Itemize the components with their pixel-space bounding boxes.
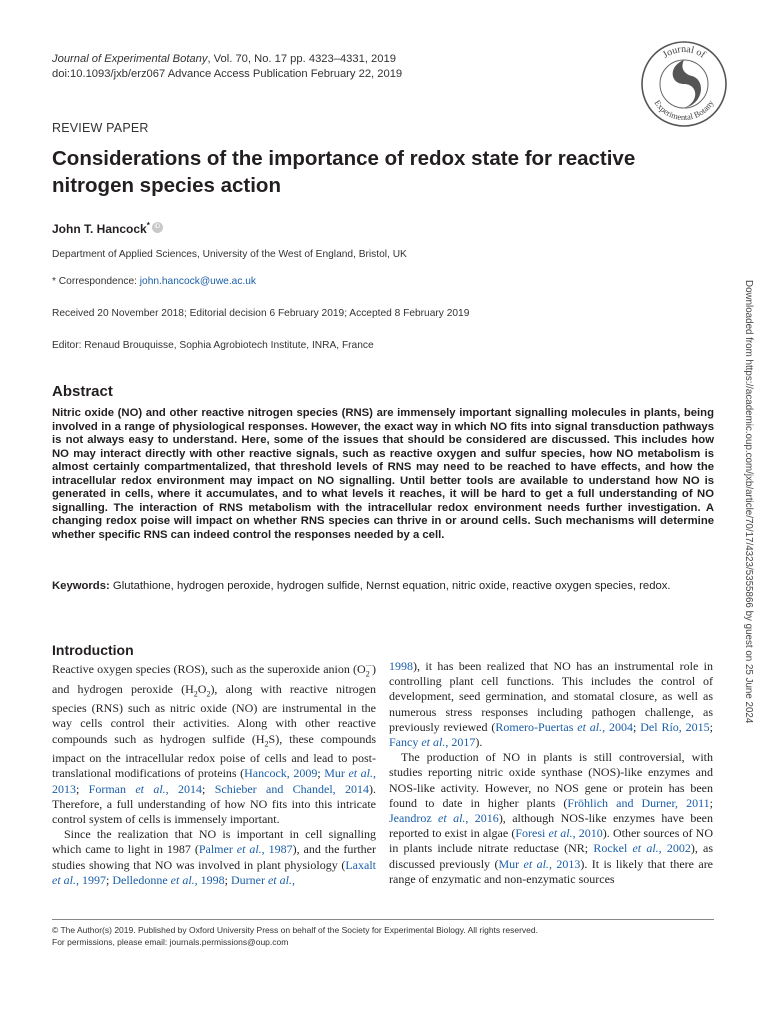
correspondence — [52, 276, 256, 287]
journal-name: Journal of Experimental Botany — [52, 53, 208, 65]
reference-link[interactable]: Fröhlich and Durner, 2011 — [567, 795, 710, 810]
reference-link[interactable]: Forman et al., 2014 — [88, 781, 203, 796]
reference-link[interactable]: Palmer et al., 1987 — [198, 842, 293, 857]
article-dates: Received 20 November 2018; Editorial decision 6 February 2019; Accepted 8 February 2019 — [52, 308, 470, 319]
copyright-footer — [52, 924, 538, 948]
paragraph: 1998), it has been realized that NO has an instrumental role in controlling plant cell functions. This includes the control of development, seed germination, and stomatal closure, as well as numerous stress responses including pathogen challenge, as previously reviewed (Romero-Puertas et al., 2004; Del Río, 2015; Fancy et al., 2017). — [389, 659, 713, 750]
author-name: John T. Hancock — [52, 222, 147, 236]
keywords-list: Glutathione, hydrogen peroxide, hydrogen sulfide, Nernst equation, nitric oxide, reactive oxygen species, redox. — [109, 580, 671, 592]
reference-link[interactable]: Romero-Puertas et al., 2004 — [495, 719, 634, 734]
reference-link[interactable]: Jeandroz et al., 2016 — [389, 811, 499, 826]
paragraph: The production of NO in plants is still controversial, with studies reporting nitric oxide synthase (NOS)-like enzymes and NOS-like activity. However, no NOS gene or protein has been found to date in higher plants (Fröhlich and Durner, 2011; Jeandroz et al., 2016), although NOS-like enzymes have been reported to exist in algae (Foresi et al., 2010). Other sources of NO in plants include nitrate reductase (NR; Rockel et al., 2002), as discussed previously (Mur et al., 2013). It is likely that there are range of enzymatic and non-enzymatic sources — [389, 750, 714, 886]
doi-line: doi:10.1093/jxb/erz067 Advance Access Publication February 22, 2019 — [52, 68, 403, 80]
reference-link[interactable]: Schieber and Chandel, 2014 — [214, 781, 369, 796]
download-sidebar — [742, 280, 756, 740]
correspondence-label: * Correspondence: — [52, 276, 140, 287]
introduction-heading: Introduction — [52, 642, 134, 658]
editor-line: Editor: Renaud Brouquisse, Sophia Agrobiotech Institute, INRA, France — [52, 340, 374, 351]
journal-volume: , Vol. 70, No. 17 pp. 4323–4331, 2019 — [207, 53, 396, 65]
affiliation: Department of Applied Sciences, University of the West of England, Bristol, UK — [52, 249, 407, 260]
reference-link[interactable]: Laxalt et al., 1997 — [52, 857, 376, 887]
reference-link[interactable]: Durner et al., — [231, 872, 295, 887]
reference-link[interactable]: Mur et al., 2013 — [498, 856, 581, 871]
copyright-line: © The Author(s) 2019. Published by Oxford University Press on behalf of the Society for Experimental Biology. All rights reserved. — [52, 925, 538, 935]
permissions-line: For permissions, please email: journals.permissions@oup.com — [52, 937, 289, 947]
reference-link[interactable]: 1998 — [389, 659, 413, 673]
keywords — [52, 580, 732, 592]
download-notice: Downloaded from https://academic.oup.com/jxb/article/70/17/4323/5355866 by guest on 25 June 2024 — [743, 280, 754, 724]
author-marker: * — [146, 221, 150, 230]
reference-link[interactable]: Foresi et al., 2010 — [515, 826, 603, 841]
body-column-left — [52, 659, 376, 888]
article-type: REVIEW PAPER — [52, 121, 149, 135]
footer-divider — [52, 919, 714, 920]
journal-citation — [52, 52, 402, 82]
paragraph: Reactive oxygen species (ROS), such as the superoxide anion $(O_2^{\cdot-})$ and hydrogen peroxide $(H_2O_2)$, along with reactive nitrogen species (RNS) such as nitric oxide (NO) are instrumental in the way cells control their activities. Along with other reactive compounds such as hydrogen sulfide $(H_2S)$, these compounds impact on the intracellular redox poise of cells and lead to post-translational modifications of proteins (Hancock, 2009; Mur et al., 2013; Forman et al., 2014; Schieber and Chandel, 2014). Therefore, a full understanding of how NO fits into this intricate control system of cells is immensely important. — [52, 662, 377, 826]
reference-link[interactable]: Del Río, 2015 — [640, 719, 710, 734]
abstract-heading: Abstract — [52, 383, 113, 400]
reference-link[interactable]: Rockel et al., 2002 — [593, 841, 691, 856]
abstract-text: Nitric oxide (NO) and other reactive nitrogen species (RNS) are immensely important signalling molecules in plants, being involved in a range of physiological responses. However, the exact way in which NO fits into signal transduction pathways is not always easy to understand. Here, some of the issues that should be considered are discussed. This includes how NO may interact directly with other reactive signals, such as reactive oxygen and sulfur species, how NO metabolism is almost certainly compartmentalized, that threshold levels of RNS may need to be reached to have effects, and how the intracellular redox environment may impact on NO signalling. Until better tools are available to understand how NO is generated in cells, where it accumulates, and to what levels it reaches, it will be hard to get a full understanding of NO signalling. The interaction of RNS metabolism with the intracellular redox environment needs further investigation. A changing redox poise will impact on whether RNS species can thrive in or around cells. Such mechanisms will determine whether specific RNS can indeed control the responses needed by a cell. — [52, 407, 714, 541]
logo-text-bottom: Experimental Botany — [652, 98, 716, 123]
article-title: Considerations of the importance of redox state for reactive nitrogen species action — [52, 147, 636, 197]
reference-link[interactable]: Hancock, 2009 — [244, 766, 318, 781]
reference-link[interactable]: Mur et al., 2013 — [52, 766, 376, 796]
logo-text-top: Journal of — [660, 43, 708, 61]
journal-logo — [640, 40, 728, 128]
body-column-right — [389, 659, 713, 887]
correspondence-email-link[interactable]: john.hancock@uwe.ac.uk — [139, 276, 257, 287]
keywords-label: Keywords: — [52, 580, 110, 592]
orcid-icon[interactable]: iD — [152, 222, 163, 233]
paragraph: Since the realization that NO is important in cell signalling which came to light in 1987 (Palmer et al., 1987), and the further studies showing that NO was involved in plant physiology (Laxalt et al., 1997; Delledonne et al., 1998; Durner et al., — [52, 827, 376, 887]
reference-link[interactable]: Fancy et al., 2017 — [389, 735, 476, 750]
reference-link[interactable]: Delledonne et al., 1998 — [112, 872, 225, 887]
author-line — [52, 221, 163, 236]
